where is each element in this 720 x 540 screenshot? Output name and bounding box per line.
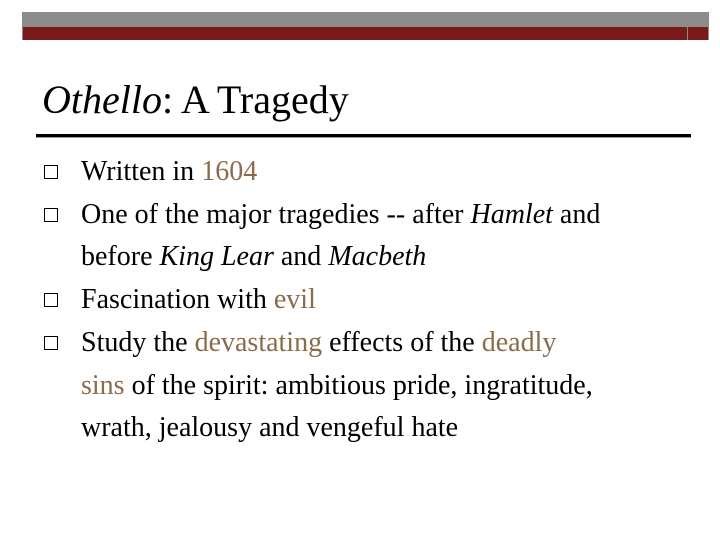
slide-title-rest: : A Tragedy (161, 77, 349, 122)
header-gray-stripe (23, 13, 708, 27)
italic-title: King Lear (159, 241, 274, 272)
bullet-text: One of the major tragedies -- after (81, 199, 471, 230)
header-corner-block (687, 12, 709, 40)
slide-title-italic: Othello (42, 77, 162, 122)
bullet-square-icon (44, 165, 58, 179)
bullet-square-icon (44, 336, 58, 350)
bullet-text: effects of the (322, 327, 482, 358)
bullet-text-line (81, 156, 257, 188)
corner-red (688, 27, 708, 40)
italic-title: Macbeth (328, 241, 427, 272)
bullet-text-line (81, 370, 593, 402)
bullet-text-line (81, 241, 426, 273)
bullet-text-line (81, 412, 458, 444)
bullet-text: Study the (81, 327, 195, 358)
slide-title (42, 76, 349, 124)
bullet-text-line (81, 199, 600, 231)
header-decoration-bar (22, 12, 709, 40)
header-red-stripe (23, 27, 708, 40)
bullet-text: of the spirit: ambitious pride, ingratitude, (124, 370, 593, 401)
highlighted-term: 1604 (201, 156, 258, 187)
bullet-text: and (273, 241, 329, 272)
bullet-square-icon (44, 208, 58, 222)
bullet-text: Fascination with (81, 284, 274, 315)
bullet-text: Written in (81, 156, 202, 187)
bullet-text: wrath, jealousy and vengeful hate (81, 412, 459, 443)
bullet-text-line (81, 327, 556, 359)
bullet-text: and (552, 199, 601, 230)
highlighted-term: devastating (194, 327, 323, 358)
italic-title: Hamlet (470, 199, 553, 230)
highlighted-term: deadly (481, 327, 557, 358)
corner-gray (688, 13, 708, 27)
bullet-square-icon (44, 293, 58, 307)
bullet-text: before (81, 241, 160, 272)
bullet-text-line (81, 284, 316, 316)
highlighted-term: sins (81, 370, 125, 401)
title-underline-shadow (36, 137, 691, 138)
highlighted-term: evil (273, 284, 316, 315)
